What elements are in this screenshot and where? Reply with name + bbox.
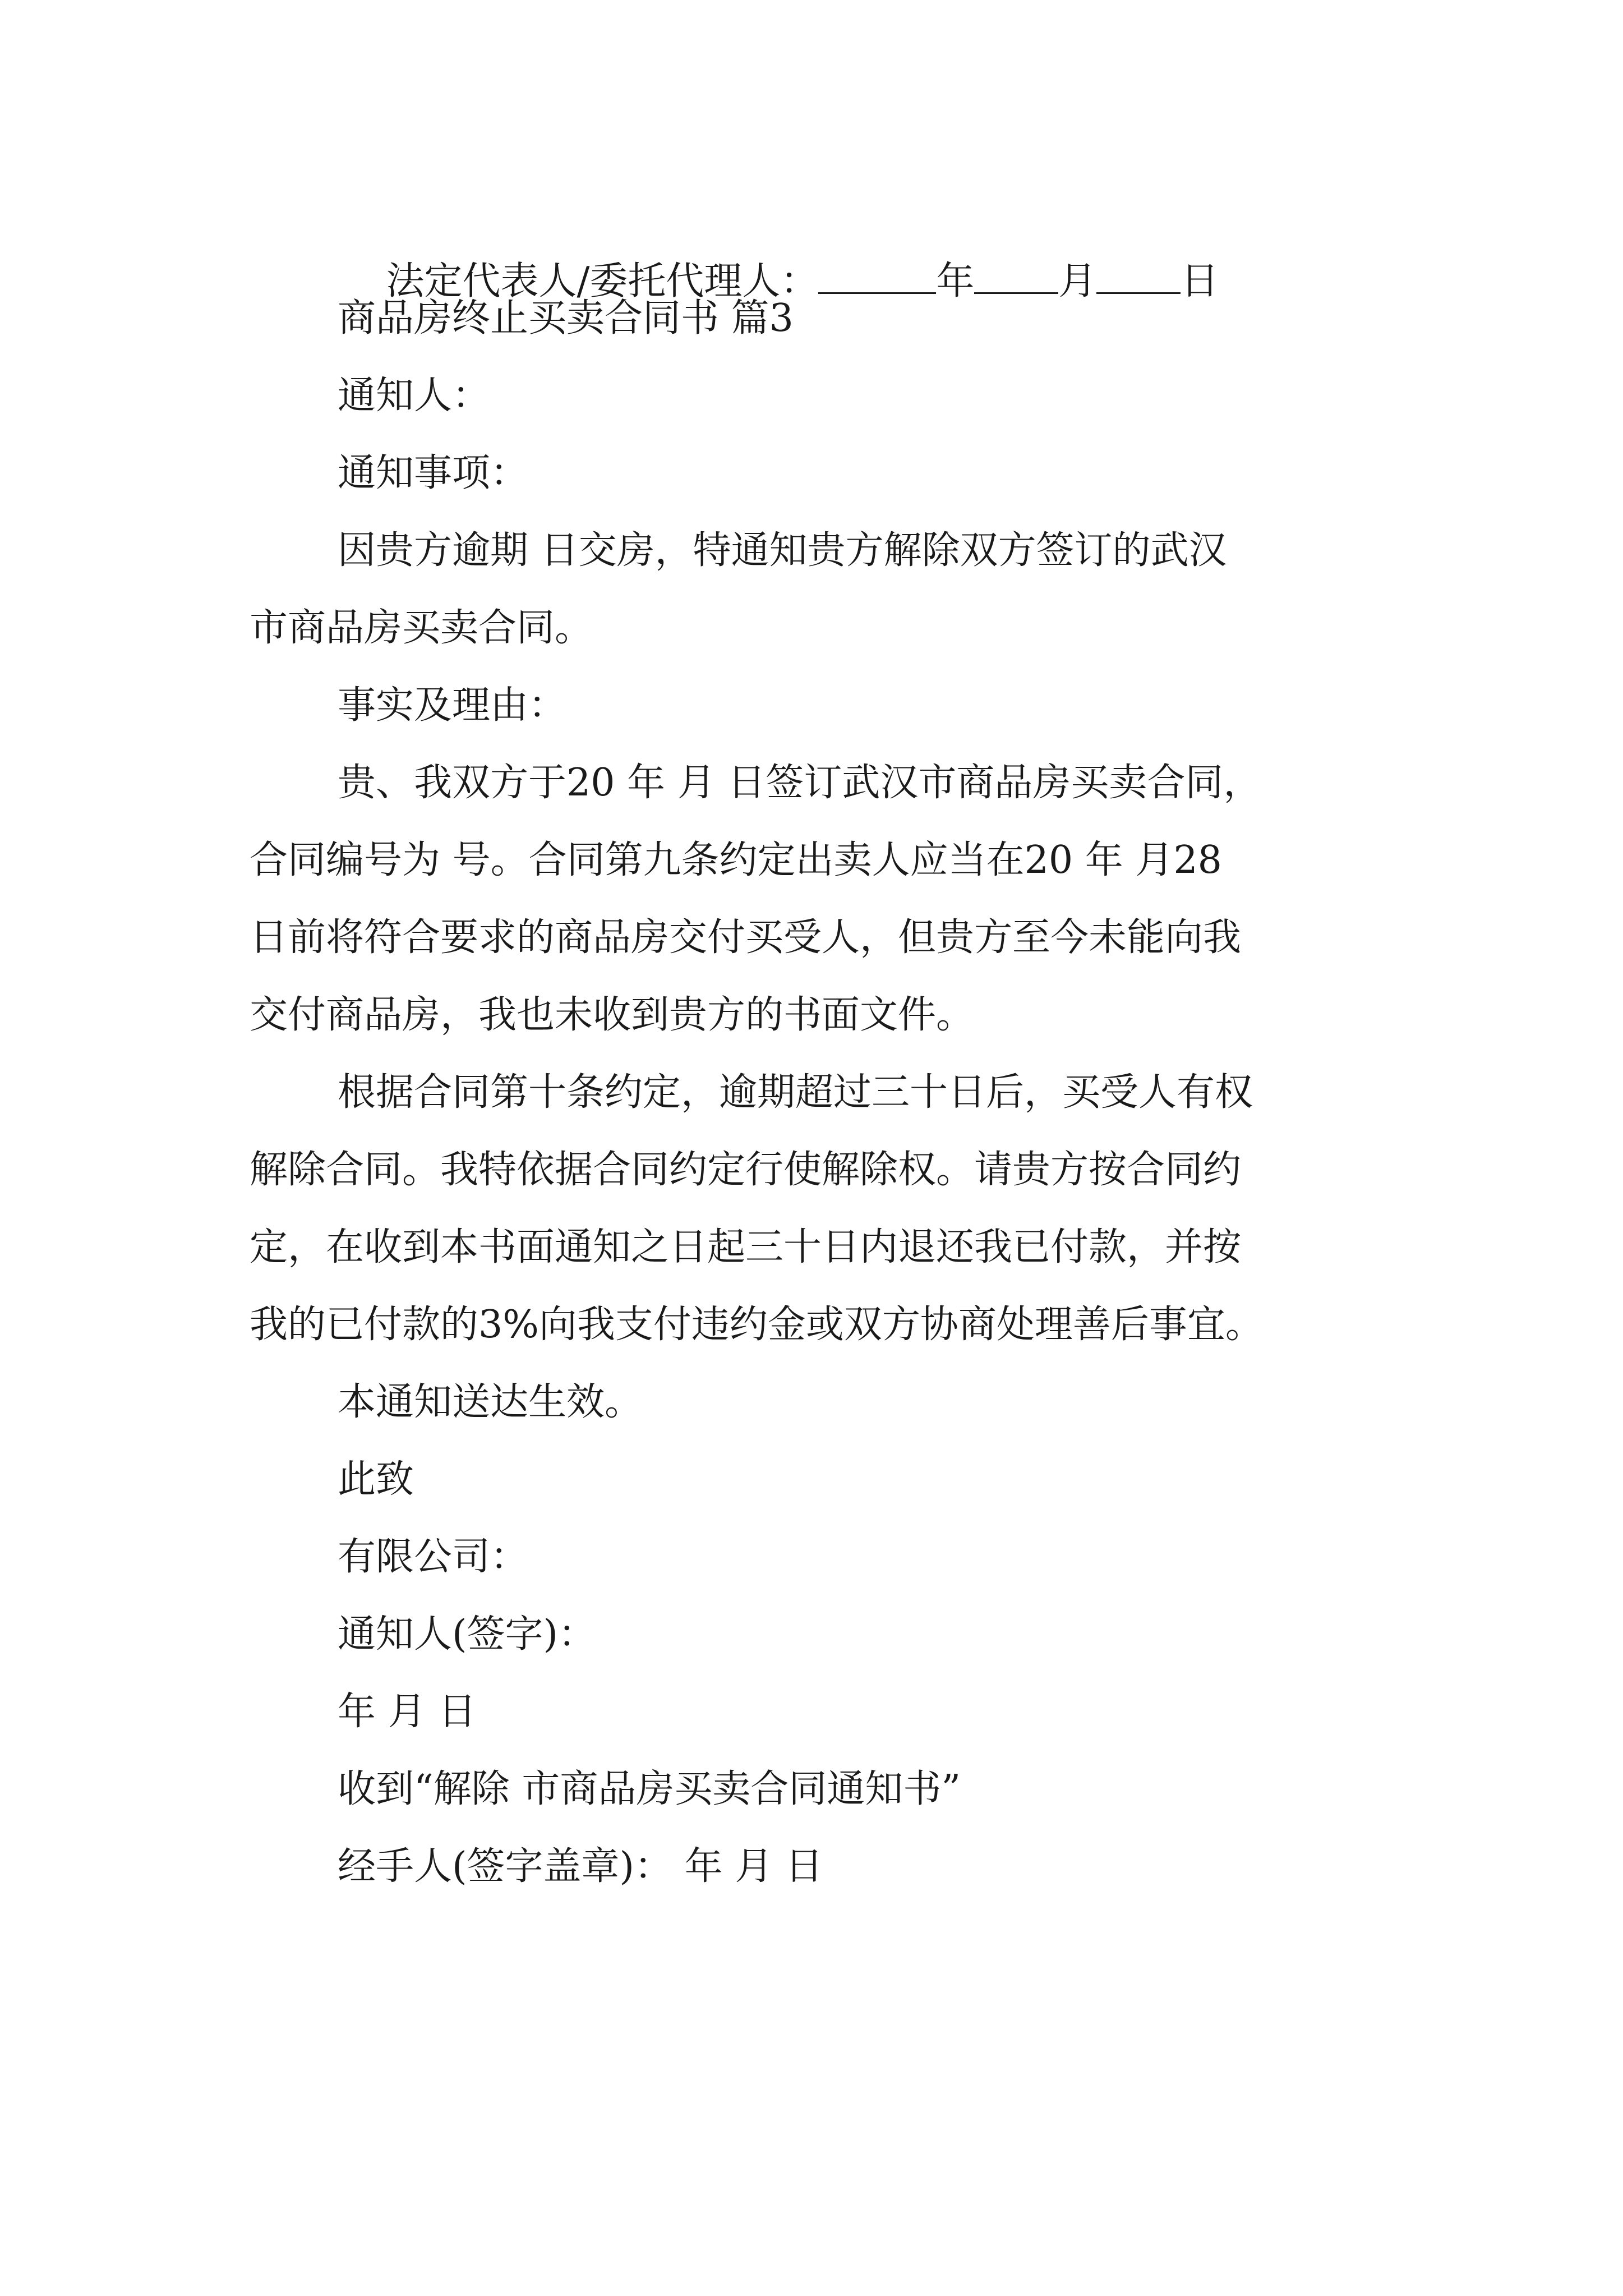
day-label: 日	[1181, 259, 1219, 304]
para2-line3: 日前将符合要求的商品房交付买受人，但贵方至今未能向我	[250, 915, 1242, 960]
handler-signature-line: 经手人(签字盖章)： 年 月 日	[338, 1844, 823, 1889]
effective-statement: 本通知送达生效。	[338, 1380, 643, 1424]
para2-line1: 贵、我双方于20 年 月 日签订武汉市商品房买卖合同，	[338, 761, 1262, 805]
date-line: 年 月 日	[338, 1690, 477, 1734]
year-label: 年	[936, 259, 975, 304]
salutation: 此致	[338, 1457, 414, 1502]
para3-line4: 我的已付款的3%向我支付违约金或双方协商处理善后事宜。	[250, 1303, 1264, 1347]
para2-line4: 交付商品房，我也未收到贵方的书面文件。	[250, 993, 975, 1037]
year-blank	[818, 258, 936, 294]
notice-matter-label: 通知事项：	[338, 451, 529, 495]
notifier-label: 通知人：	[338, 374, 491, 418]
receipt-line: 收到“解除 市商品房买卖合同通知书”	[338, 1767, 961, 1811]
para1-line1: 因贵方逾期 日交房，特通知贵方解除双方签订的武汉	[338, 528, 1227, 573]
para3-line1: 根据合同第十条约定，逾期超过三十日后，买受人有权	[338, 1070, 1253, 1115]
para2-line2: 合同编号为 号。合同第九条约定出卖人应当在20 年 月28	[250, 838, 1222, 882]
month-blank	[974, 258, 1058, 294]
signature-line-label: 法定代表人/委托代理人：	[386, 259, 819, 304]
company-label: 有限公司：	[338, 1535, 529, 1579]
para3-line2: 解除合同。我特依据合同约定行使解除权。请贵方按合同约	[250, 1148, 1242, 1192]
para3-line3: 定，在收到本书面通知之日起三十日内退还我已付款，并按	[250, 1225, 1242, 1269]
facts-heading: 事实及理由：	[338, 683, 567, 728]
notifier-signature-label: 通知人(签字)：	[338, 1612, 597, 1657]
section-title: 商品房终止买卖合同书 篇3	[338, 296, 794, 341]
month-label: 月	[1058, 259, 1097, 304]
day-blank	[1096, 258, 1181, 294]
para1-line2: 市商品房买卖合同。	[250, 606, 593, 650]
